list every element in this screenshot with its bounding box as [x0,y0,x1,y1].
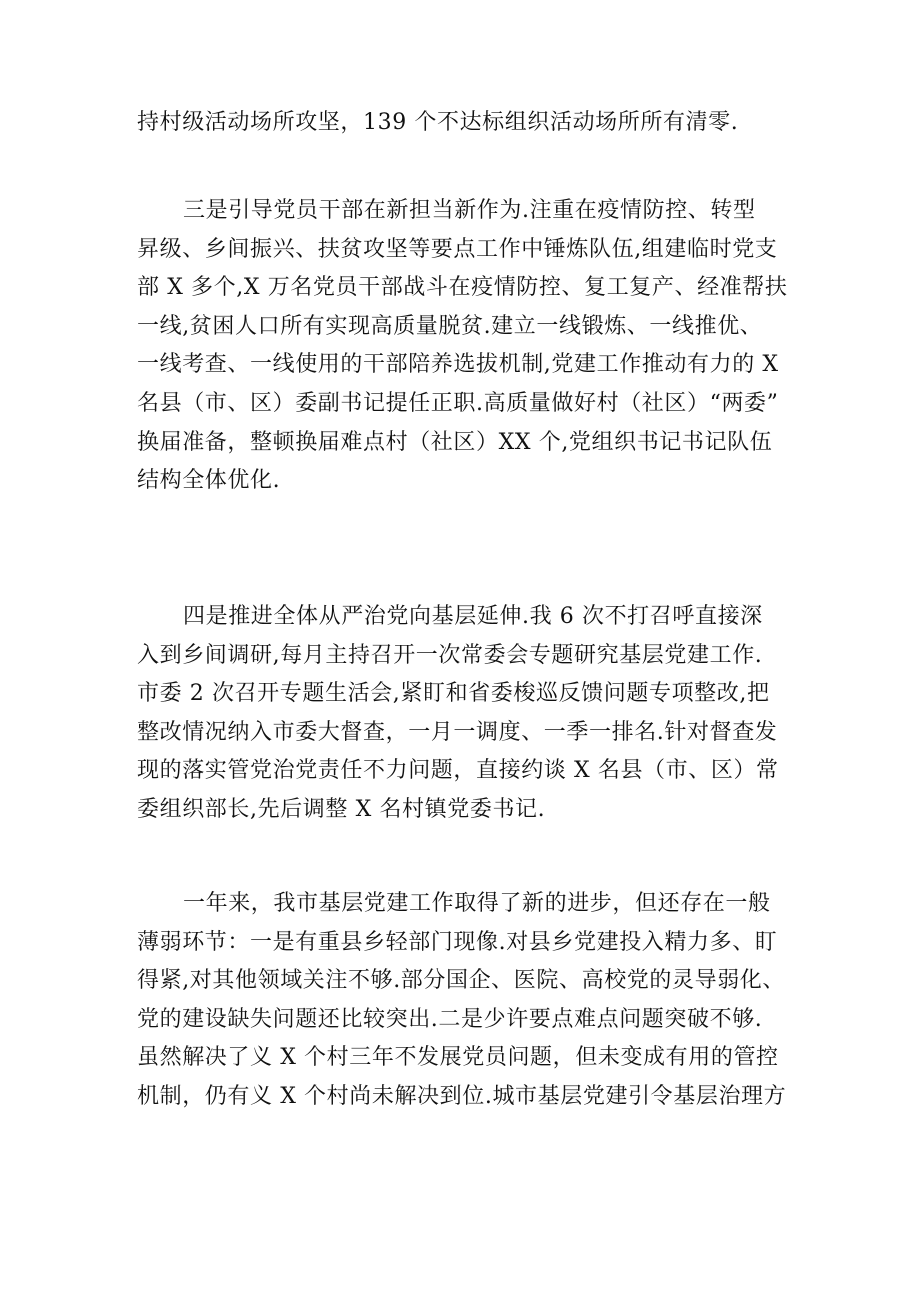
text-line: 整改情况纳入市委大督查，一月一调度、一季一排名.针对督查发 [137,719,778,745]
text-line: 虽然解决了义 X 个村三年不发展党员问题，但未变成有用的管控 [137,1045,779,1071]
text-line: 换届准备，整顿换届难点村（社区）XX 个,党组织书记书记队伍 [137,429,773,455]
text-line: 持村级活动场所攻坚，139 个不达标组织活动场所所有清零. [137,110,739,135]
text-line: 名县（市、区）委副书记提任正职.高质量做好村（社区）“两委” [137,390,779,416]
text-line: 一线考查、一线使用的干部陪养选拔机制,党建工作推动有力的 X [137,352,779,378]
paragraph-point-three [137,192,797,501]
text-line: 入到乡间调研,每月主持召开一次常委会专题研究基层党建工作. [137,642,763,668]
text-line: 得紧,对其他领域关注不够.部分国企、医院、高校党的灵导弱化、 [137,968,785,994]
text-line: 党的建设缺失问题还比较突出.二是少许要点难点问题突破不够. [137,1006,763,1032]
paragraph-continuation [137,104,797,143]
text-line: 部 X 多个,X 万名党员干部战斗在疫情防控、复工复产、经准帮扶 [137,275,788,301]
text-line: 薄弱环节：一是有重县乡轻部门现像.对县乡党建投入精力多、盯 [137,929,778,955]
text-line: 一线,贫困人口所有实现高质量脱贫.建立一线锻炼、一线推优、 [137,313,763,339]
text-line: 一年来，我市基层党建工作取得了新的进步，但还存在一般 [183,891,771,916]
text-line: 委组织部长,先后调整 X 名村镇党委书记. [137,796,546,822]
text-line: 结构全体优化. [137,468,281,494]
text-line: 市委 2 次召开专题生活会,紧盯和省委梭巡反馈问题专项整改,把 [137,681,770,707]
text-line: 机制，仍有义 X 个村尚未解决到位.城市基层党建引令基层治理方 [137,1083,787,1109]
paragraph-point-four [137,598,797,830]
paragraph-summary [137,885,797,1117]
text-line: 四是推进全体从严治党向基层延伸.我 6 次不打召呼直接深 [183,604,763,629]
text-line: 三是引导党员干部在新担当新作为.注重在疫情防控、转型 [183,198,756,223]
text-line: 昇级、乡间振兴、扶贫攻坚等要点工作中锤炼队伍,组建临时党支 [137,236,778,262]
text-line: 现的落实管党治党责任不力问题，直接约谈 X 名县（市、区）常 [137,758,779,784]
